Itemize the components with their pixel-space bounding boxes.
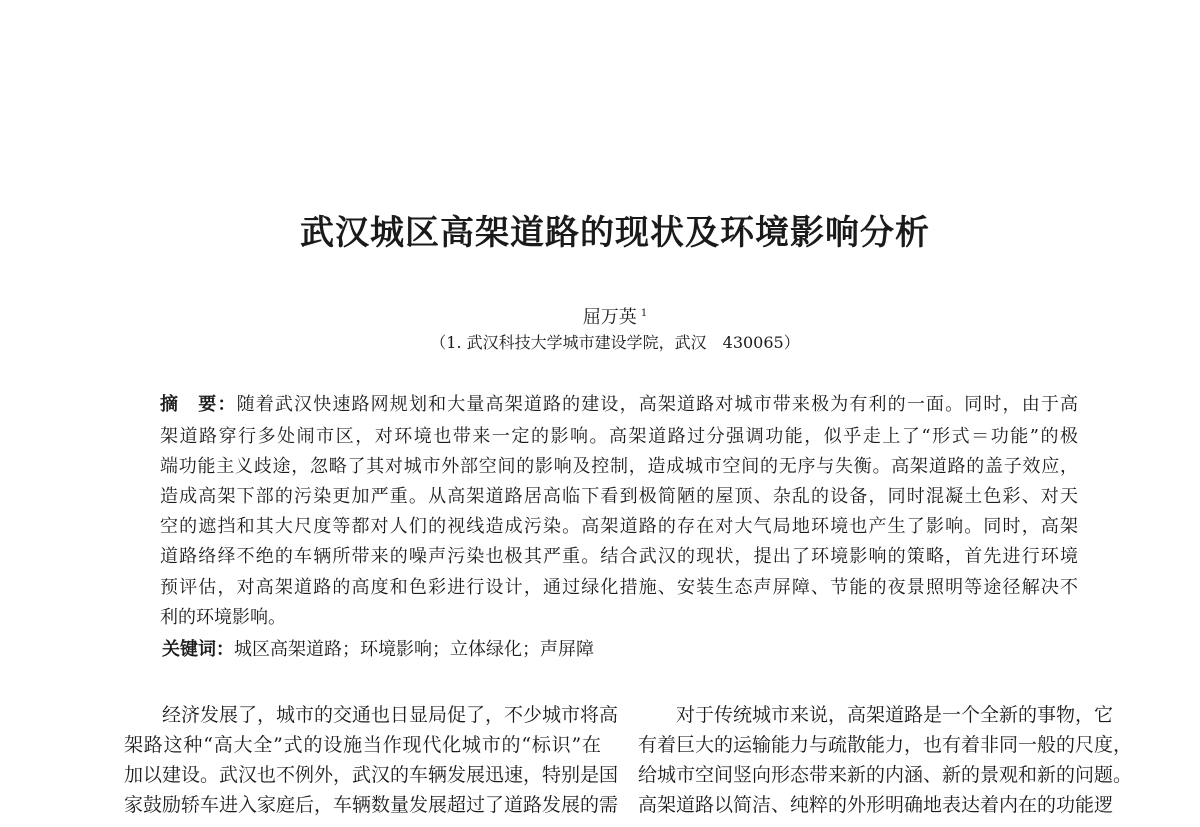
body-line-left: 加以建设。武汉也不例外，武汉的车辆发展迅速，特别是国 — [124, 764, 619, 786]
affiliation: （1. 武汉科技大学城市建设学院，武汉 430065） — [430, 333, 800, 352]
abstract-line: 端功能主义歧途，忽略了其对城市外部空间的影响及控制，造成城市空间的无序与失衡。高架道路的盖子效应， — [160, 456, 1078, 477]
body-line-right: 对于传统城市来说，高架道路是一个全新的事物，它 — [638, 704, 1114, 726]
body-line-right: 给城市空间竖向形态带来新的内涵、新的景观和新的问题。 — [638, 764, 1133, 786]
body-line-left: 架路这种“高大全”式的设施当作现代化城市的“标识”在 — [124, 734, 601, 756]
keywords — [162, 640, 1080, 660]
author — [0, 303, 1200, 329]
body-line-left: 家鼓励轿车进入家庭后，车辆数量发展超过了道路发展的需 — [124, 794, 619, 816]
abstract-line: 架道路穿行多处闹市区，对环境也带来一定的影响。高架道路过分强调功能，似乎走上了“形式＝功能”的极 — [160, 426, 1078, 447]
abstract-line: 利的环境影响。 — [160, 607, 286, 628]
paper-title: 武汉城区高架道路的现状及环境影响分析 — [300, 213, 930, 253]
author-affiliation-marker: 1 — [640, 308, 648, 319]
abstract-text: 随着武汉快速路网规划和大量高架道路的建设，高架道路对城市带来极为有利的一面。同时，由于高 — [236, 394, 1079, 415]
keywords-text: 城区高架道路；环境影响；立体绿化；声屏障 — [234, 639, 594, 660]
abstract-line: 空的遮挡和其大尺度等都对人们的视线造成污染。高架道路的存在对大气局地环境也产生了影响。同时，高架 — [160, 516, 1078, 537]
abstract-line: 造成高架下部的污染更加严重。从高架道路居高临下看到极简陋的屋顶、杂乱的设备，同时混凝土色彩、对天 — [160, 486, 1078, 507]
body-line-left: 经济发展了，城市的交通也日显局促了，不少城市将高 — [124, 704, 619, 726]
body-line-right: 高架道路以简洁、纯粹的外形明确地表达着内在的功能逻 — [638, 794, 1114, 816]
keywords-label: 关键词： — [162, 639, 234, 660]
abstract-line — [160, 395, 1078, 415]
abstract-line: 道路络绎不绝的车辆所带来的噪声污染也极其严重。结合武汉的现状，提出了环境影响的策略，首先进行环境 — [160, 546, 1078, 567]
abstract-line: 预评估，对高架道路的高度和色彩进行设计，通过绿化措施、安装生态声屏障、节能的夜景照明等途径解决不 — [160, 577, 1078, 598]
author-name: 屈万英 — [582, 307, 637, 328]
abstract-label: 摘 要： — [160, 394, 237, 415]
body-line-right: 有着巨大的运输能力与疏散能力，也有着非同一般的尺度， — [638, 734, 1133, 756]
